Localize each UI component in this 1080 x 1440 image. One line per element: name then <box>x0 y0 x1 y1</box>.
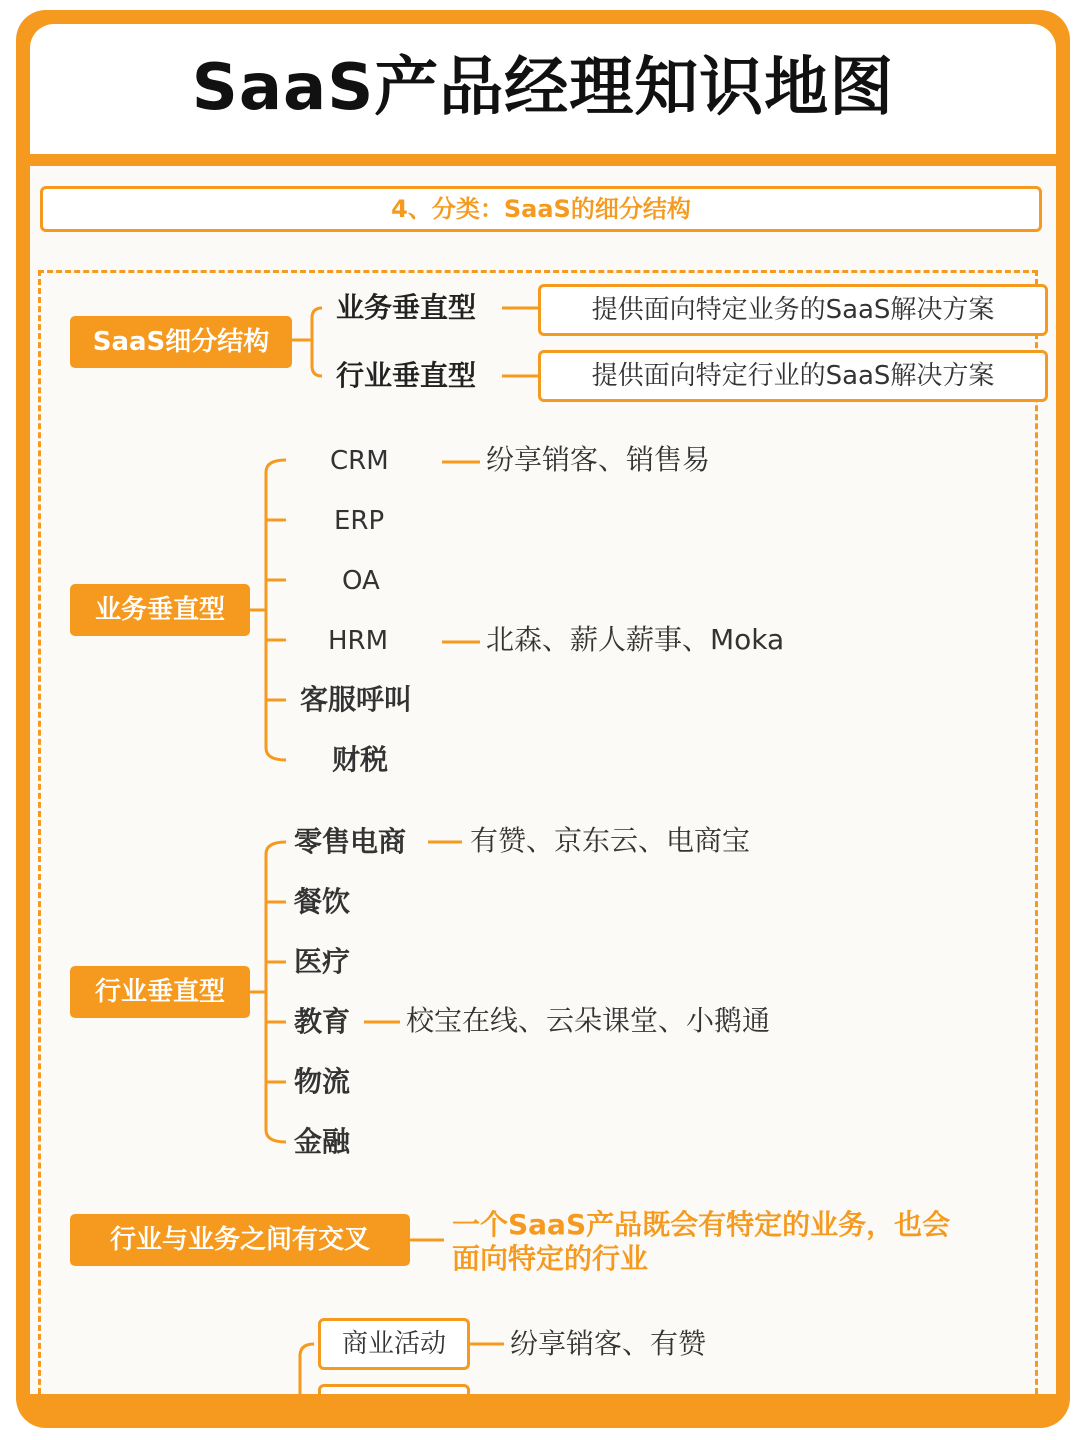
title-banner <box>30 24 1056 154</box>
structure-branch-business: 业务垂直型 <box>336 291 477 324</box>
industry-item-medical: 医疗 <box>294 945 351 978</box>
industry-item-banking: 金融 <box>294 1125 351 1158</box>
cross-desc-line2: 面向特定的行业 <box>452 1242 649 1275</box>
industry-item-desc-education: 校宝在线、云朵课堂、小鹅通 <box>406 1004 771 1037</box>
business-item-hrm: HRM <box>328 626 389 656</box>
business-item-desc-hrm: 北森、薪人薪事、Moka <box>486 623 785 656</box>
industry-item-education: 教育 <box>294 1005 351 1038</box>
business-item-oa: OA <box>342 566 380 596</box>
activity-desc-business: 纷享销客、有赞 <box>510 1327 707 1360</box>
business-item-desc-crm: 纷享销客、销售易 <box>486 443 711 476</box>
business-root-node: 业务垂直型 <box>70 584 250 636</box>
section-header: 4、分类：SaaS的细分结构 <box>40 186 1042 232</box>
industry-item-catering: 餐饮 <box>294 885 351 918</box>
industry-item-logistics: 物流 <box>294 1065 351 1098</box>
industry-item-desc-retail: 有赞、京东云、电商宝 <box>470 824 751 857</box>
cross-root-node: 行业与业务之间有交叉 <box>70 1214 410 1266</box>
business-item-erp: ERP <box>334 506 385 536</box>
business-item-customer-service: 客服呼叫 <box>300 683 413 716</box>
structure-root-node: SaaS细分结构 <box>70 316 292 368</box>
business-item-crm: CRM <box>330 446 389 476</box>
activity-node-partial <box>318 1384 470 1394</box>
structure-desc-industry: 提供面向特定行业的SaaS解决方案 <box>538 350 1048 402</box>
business-item-finance-tax: 财税 <box>332 743 389 776</box>
page-title: SaaS产品经理知识地图 <box>191 51 895 125</box>
structure-desc-business: 提供面向特定业务的SaaS解决方案 <box>538 284 1048 336</box>
content-panel <box>30 166 1056 1394</box>
industry-item-retail: 零售电商 <box>294 825 407 858</box>
page-frame <box>16 10 1070 1428</box>
industry-root-node: 行业垂直型 <box>70 966 250 1018</box>
activity-node-business: 商业活动 <box>318 1318 470 1370</box>
cross-desc-line1: 一个SaaS产品既会有特定的业务，也会 <box>452 1208 951 1241</box>
structure-branch-industry: 行业垂直型 <box>336 359 477 392</box>
